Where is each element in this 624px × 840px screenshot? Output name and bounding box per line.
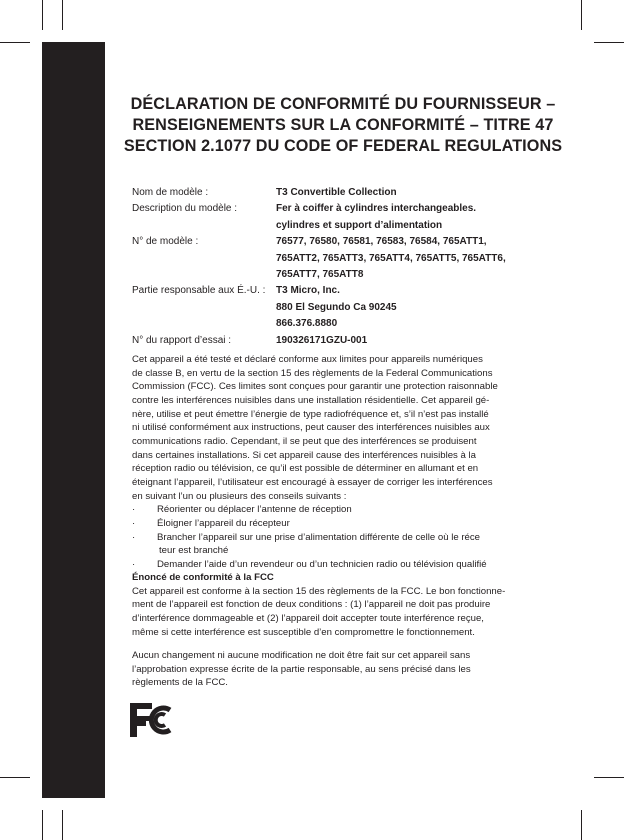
spec-row — [132, 201, 562, 234]
paragraph-line: ment de l’appareil est fonction de deux conditions : (1) l’appareil ne doit pas produire — [132, 599, 491, 611]
paragraph-line: éteignant l’appareil, l’utilisateur est encouragé à essayer de corriger les interférences — [132, 476, 493, 488]
crop-mark — [42, 810, 43, 840]
paragraph-line: communications radio. Cependant, il se peut que des interférences se produisent — [132, 435, 477, 447]
list-item — [132, 503, 568, 517]
spec-value: 880 El Segundo Ca 90245 — [276, 301, 397, 313]
paragraph-line: l’approbation expresse écrite de la partie responsable, au sens précisé dans les — [132, 663, 471, 675]
fcc-statement-paragraph — [132, 585, 568, 640]
page-title: DÉCLARATION DE CONFORMITÉ DU FOURNISSEUR – RENSEIGNEMENTS SUR LA CONFORMITÉ – TITRE 47 SECTION 2.1077 DU CODE OF FEDERAL REGULATIONS — [123, 95, 563, 155]
crop-mark — [62, 0, 63, 30]
spec-value: T3 Convertible Collection — [276, 187, 397, 198]
bullet-icon: · — [132, 558, 136, 570]
spec-values — [276, 234, 562, 283]
spec-value: 765ATT2, 765ATT3, 765ATT4, 765ATT5, 765ATT6, — [276, 252, 506, 264]
spec-label: Nom de modèle : — [132, 187, 209, 198]
spec-values — [276, 283, 562, 332]
paragraph-line: nère, utilise et peut émettre l’énergie de type radiofréquence et, s’il n’est pas installé — [132, 408, 489, 420]
paragraph-line: Cet appareil est conforme à la section 15 des règlements de la FCC. Le bon fonctionne- — [132, 585, 506, 597]
spec-value: 190326171GZU-001 — [276, 334, 368, 346]
suggestion-list — [132, 503, 568, 571]
crop-mark — [594, 777, 624, 778]
paragraph-line: de classe B, en vertu de la section 15 des règlements de la Federal Communications — [132, 367, 493, 379]
list-item — [132, 531, 568, 558]
list-item-text: Brancher l’appareil sur une prise d’alimentation différente de celle où le réce — [157, 531, 481, 543]
compliance-body — [132, 353, 568, 572]
bullet-icon: · — [132, 531, 136, 543]
spec-value: 866.376.8880 — [276, 318, 338, 330]
fcc-logo — [130, 703, 176, 737]
paragraph-line: d’interférence dommageable et (2) l’appareil doit accepter toute interférence reçue, — [132, 612, 484, 624]
fcc-statement-heading: Énoncé de conformité à la FCC — [132, 572, 274, 583]
list-item — [132, 558, 568, 572]
spec-label: N° du rapport d’essai : — [132, 334, 232, 346]
spec-value: 76577, 76580, 76581, 76583, 76584, 765ATT1, — [276, 236, 487, 248]
paragraph-line: règlements de la FCC. — [132, 677, 228, 689]
crop-mark — [42, 0, 43, 30]
crop-mark — [594, 42, 624, 43]
crop-mark — [0, 42, 30, 43]
bullet-icon: · — [132, 504, 136, 516]
bullet-icon: · — [132, 517, 136, 529]
list-item-text: Réorienter ou déplacer l’antenne de réception — [157, 504, 352, 516]
paragraph-line: Cet appareil a été testé et déclaré conforme aux limites pour appareils numériques — [132, 354, 483, 365]
spec-row — [132, 234, 562, 283]
list-item-text: teur est branché — [159, 545, 229, 557]
crop-mark — [0, 777, 30, 778]
paragraph-line: contre les interférences nuisibles dans une installation résidentielle. Cet appareil gé- — [132, 394, 490, 406]
modification-paragraph — [132, 649, 568, 690]
paragraph-line: ni utilisé conformément aux instructions, peut causer des interférences nuisibles aux — [132, 422, 490, 434]
spec-label: Partie responsable aux É.-U. : — [132, 285, 266, 297]
crop-mark — [581, 0, 582, 30]
spec-value: T3 Micro, Inc. — [276, 285, 340, 297]
compliance-paragraph — [132, 353, 568, 503]
list-item-text: Éloigner l’appareil du récepteur — [157, 517, 290, 529]
fcc-statement-section — [132, 571, 568, 639]
spec-value: Fer à coiffer à cylindres interchangeables. — [276, 203, 477, 215]
paragraph-line: en suivant l’un ou plusieurs des conseils suivants : — [132, 490, 347, 502]
binding-edge-bar — [42, 42, 105, 798]
spec-row — [132, 185, 562, 201]
spec-table — [132, 185, 562, 349]
crop-mark — [62, 810, 63, 840]
paragraph-line: Commission (FCC). Ces limites sont conçues pour garantir une protection raisonnable — [132, 381, 498, 393]
list-item — [132, 517, 568, 531]
spec-values — [276, 185, 562, 201]
spec-value: cylindres et support d’alimentation — [276, 219, 443, 231]
paragraph-line: réception radio ou télévision, ce qu’il est possible de déterminer en allumant et en — [132, 463, 479, 475]
spec-values — [276, 333, 562, 349]
paragraph-line: dans certaines installations. Si cet appareil cause des interférences nuisibles à la — [132, 449, 476, 461]
spec-row — [132, 333, 562, 349]
crop-mark — [581, 810, 582, 840]
paragraph-line: Aucun changement ni aucune modification ne doit être fait sur cet appareil sans — [132, 650, 471, 661]
modification-notice — [132, 649, 568, 690]
list-item-text: Demander l’aide d’un revendeur ou d’un technicien radio ou télévision qualifié — [157, 558, 487, 570]
paragraph-line: même si cette interférence est susceptible d’en compromettre le fonctionnement. — [132, 626, 475, 638]
spec-label: Description du modèle : — [132, 203, 238, 215]
spec-value: 765ATT7, 765ATT8 — [276, 269, 364, 281]
spec-label: N° de modèle : — [132, 236, 199, 248]
spec-row — [132, 283, 562, 332]
spec-values — [276, 201, 562, 234]
